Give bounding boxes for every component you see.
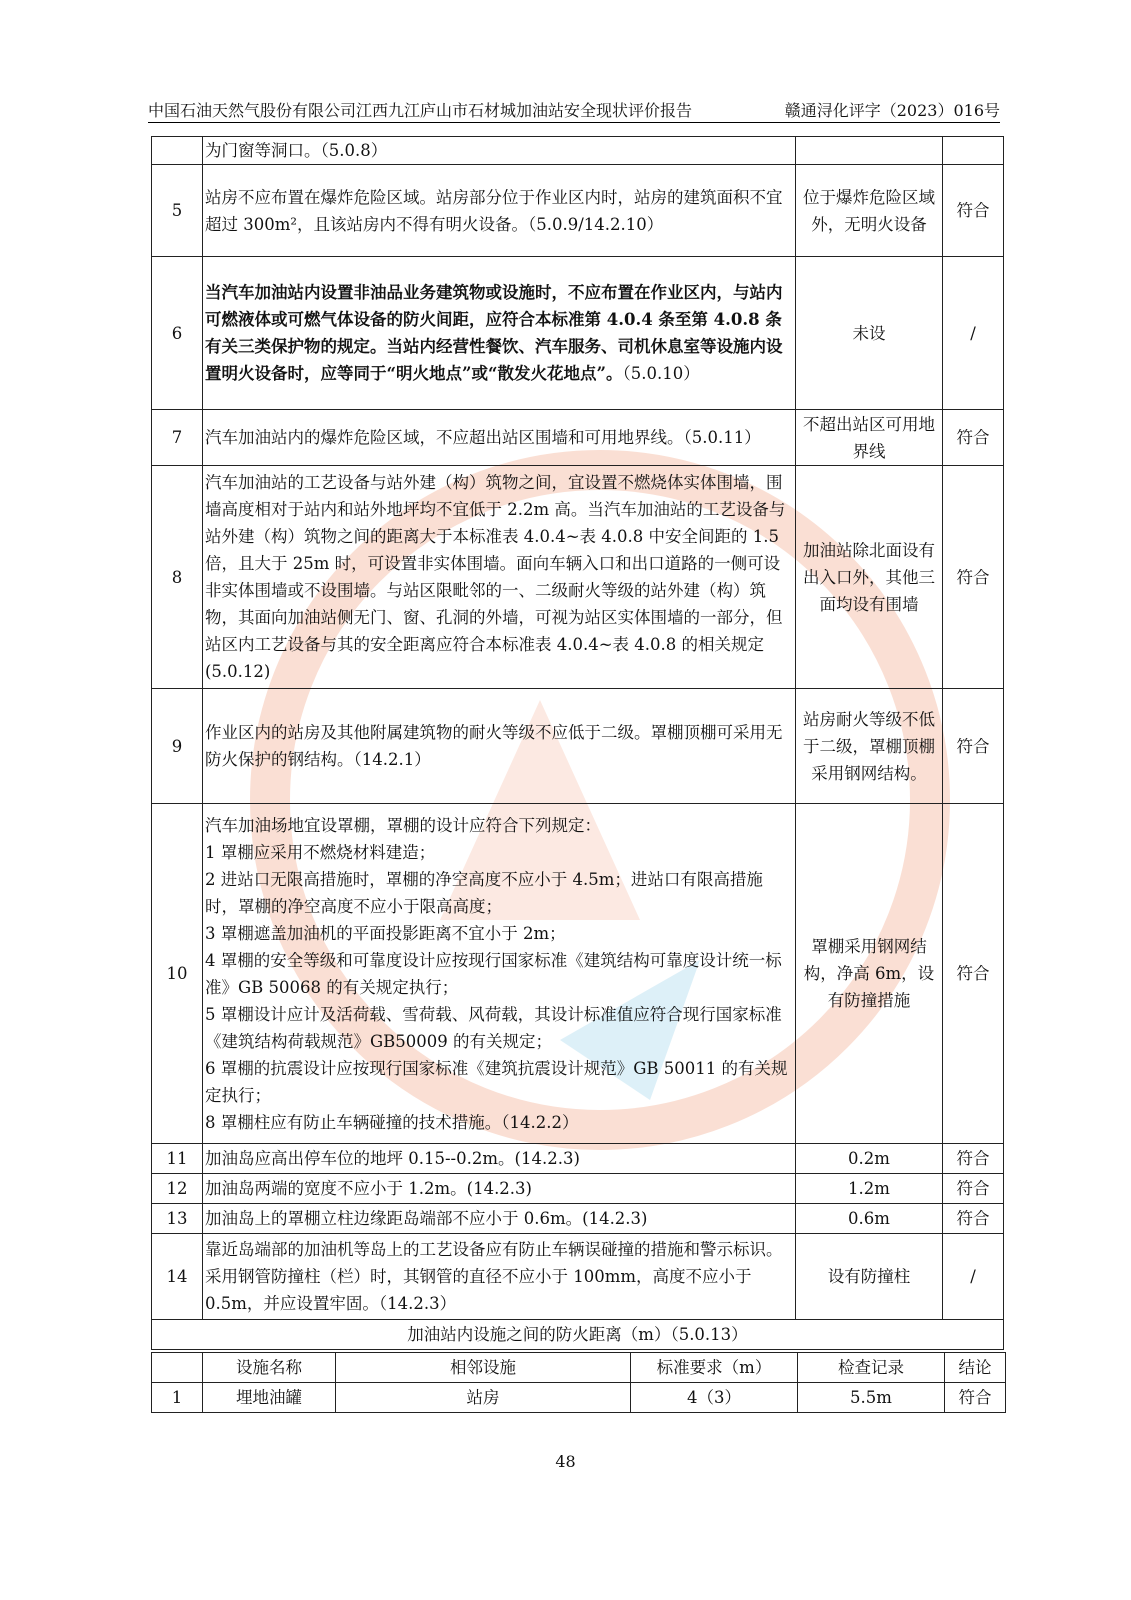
page-number: 48 [555, 1452, 576, 1471]
check-record: 罩棚采用钢网结构，净高 6m，设有防撞措施 [796, 804, 943, 1144]
evaluation-table [151, 136, 1004, 1350]
table-row [152, 410, 1004, 466]
conclusion [943, 137, 1004, 165]
requirement-text: 为门窗等洞口。（5.0.8） [203, 137, 796, 165]
header-no [152, 1353, 203, 1383]
requirement-text: 作业区内的站房及其他附属建筑物的耐火等级不应低于二级。罩棚顶棚可采用无防火保护的钢结构。（14.2.1） [203, 689, 796, 804]
requirement-text [203, 257, 796, 410]
row-number [152, 137, 203, 165]
conclusion: / [943, 257, 1004, 410]
check-record: 位于爆炸危险区域外，无明火设备 [796, 165, 943, 257]
requirement-text: 汽车加油站内的爆炸危险区域，不应超出站区围墙和可用地界线。（5.0.11） [203, 410, 796, 466]
table-row [152, 1174, 1004, 1204]
table-row [152, 257, 1004, 410]
check-record: 站房耐火等级不低于二级，罩棚顶棚采用钢网结构。 [796, 689, 943, 804]
section-title: 加油站内设施之间的防火距离（m）（5.0.13） [152, 1320, 1004, 1350]
table-row [152, 1144, 1004, 1174]
table-row [152, 466, 1004, 689]
check-record: 不超出站区可用地界线 [796, 410, 943, 466]
conclusion: 符合 [943, 165, 1004, 257]
row-number: 7 [152, 410, 203, 466]
row-number: 5 [152, 165, 203, 257]
row-number: 14 [152, 1234, 203, 1320]
table-row [152, 137, 1004, 165]
conclusion: 符合 [943, 1204, 1004, 1234]
check-record: 1.2m [796, 1174, 943, 1204]
header-adjacent-facility: 相邻设施 [336, 1353, 631, 1383]
check-record: 未设 [796, 257, 943, 410]
adjacent-facility: 站房 [336, 1383, 631, 1413]
requirement-text: 站房不应布置在爆炸危险区域。站房部分位于作业区内时，站房的建筑面积不宜超过 300m²，且该站房内不得有明火设备。（5.0.9/14.2.10） [203, 165, 796, 257]
row-number: 10 [152, 804, 203, 1144]
section-title-row [152, 1320, 1004, 1350]
requirement-text: 靠近岛端部的加油机等岛上的工艺设备应有防止车辆误碰撞的措施和警示标识。采用钢管防撞柱（栏）时，其钢管的直径不应小于 100mm，高度不应小于 0.5m，并应设置牢固。（14.2.3） [203, 1234, 796, 1320]
requirement-text: 加油岛应高出停车位的地坪 0.15--0.2m。(14.2.3) [203, 1144, 796, 1174]
requirement-text: 加油岛两端的宽度不应小于 1.2m。(14.2.3) [203, 1174, 796, 1204]
header-standard: 标准要求（m） [631, 1353, 798, 1383]
facility-name: 埋地油罐 [203, 1383, 336, 1413]
table-row [152, 804, 1004, 1144]
requirement-text: 加油岛上的罩棚立柱边缘距岛端部不应小于 0.6m。(14.2.3) [203, 1204, 796, 1234]
table-row [152, 1204, 1004, 1234]
standard-value: 4（3） [631, 1383, 798, 1413]
conclusion: 符合 [943, 410, 1004, 466]
row-number: 1 [152, 1383, 203, 1413]
check-record: 加油站除北面设有出入口外，其他三面均设有围墙 [796, 466, 943, 689]
page-header [148, 96, 1000, 123]
header-check-record: 检查记录 [798, 1353, 945, 1383]
check-record [796, 137, 943, 165]
check-record: 0.2m [796, 1144, 943, 1174]
conclusion: 符合 [943, 689, 1004, 804]
conclusion: 符合 [943, 804, 1004, 1144]
header-doc-number: 赣通浔化评字（2023）016号 [784, 101, 1000, 120]
table-row [152, 165, 1004, 257]
row-number: 9 [152, 689, 203, 804]
table-row [152, 1234, 1004, 1320]
fire-distance-table [151, 1352, 1006, 1413]
check-record: 0.6m [796, 1204, 943, 1234]
row-number: 6 [152, 257, 203, 410]
sub-header-row [152, 1353, 1006, 1383]
conclusion: / [943, 1234, 1004, 1320]
conclusion: 符合 [943, 1174, 1004, 1204]
conclusion: 符合 [945, 1383, 1006, 1413]
requirement-bold-text: 当汽车加油站内设置非油品业务建筑物或设施时，不应布置在作业区内，与站内可燃液体或可燃气体设备的防火间距，应符合本标准第 4.0.4 条至第 4.0.8 条有关三类保护物的规定。当站内经营性餐饮、汽车服务、司机休息室等设施内设置明火设备时，应等同于“明火地点”或“散发火花地点”。 [205, 283, 783, 383]
row-number: 13 [152, 1204, 203, 1234]
row-number: 11 [152, 1144, 203, 1174]
header-facility-name: 设施名称 [203, 1353, 336, 1383]
row-number: 8 [152, 466, 203, 689]
requirement-clause-ref: （5.0.10） [622, 364, 700, 383]
conclusion: 符合 [943, 466, 1004, 689]
table-row [152, 689, 1004, 804]
row-number: 12 [152, 1174, 203, 1204]
header-title: 中国石油天然气股份有限公司江西九江庐山市石材城加油站安全现状评价报告 [148, 101, 693, 120]
table-row [152, 1383, 1006, 1413]
requirement-text: 汽车加油场地宜设罩棚，罩棚的设计应符合下列规定： 1 罩棚应采用不燃烧材料建造； 2 进站口无限高措施时，罩棚的净空高度不应小于 4.5m；进站口有限高措施时，罩棚的净空高度不应小于限高高度； 3 罩棚遮盖加油机的平面投影距离不宜小于 2m； 4 罩棚的安全等级和可靠度设计应按现行国家标准《建筑结构可靠度设计统一标准》GB 50068 的有关规定执行； 5 罩棚设计应计及活荷载、雪荷载、风荷载，其设计标准值应符合现行国家标准《建筑结构荷载规范》GB50009 的有关规定； 6 罩棚的抗震设计应按现行国家标准《建筑抗震设计规范》GB 50011 的有关规定执行； 8 罩棚柱应有防止车辆碰撞的技术措施。（14.2.2） [203, 804, 796, 1144]
check-record: 5.5m [798, 1383, 945, 1413]
conclusion: 符合 [943, 1144, 1004, 1174]
check-record: 设有防撞柱 [796, 1234, 943, 1320]
requirement-text: 汽车加油站的工艺设备与站外建（构）筑物之间，宜设置不燃烧体实体围墙，围墙高度相对于站内和站外地坪均不宜低于 2.2m 高。当汽车加油站的工艺设备与站外建（构）筑物之间的距离大于本标准表 4.0.4~表 4.0.8 中安全间距的 1.5 倍，且大于 25m 时，可设置非实体围墙。面向车辆入口和出口道路的一侧可设非实体围墙或不设围墙。与站区限毗邻的一、二级耐火等级的站外建（构）筑物，其面向加油站侧无门、窗、孔洞的外墙，可视为站区实体围墙的一部分，但站区内工艺设备与其的安全距离应符合本标准表 4.0.4~表 4.0.8 的相关规定(5.0.12) [203, 466, 796, 689]
header-conclusion: 结论 [945, 1353, 1006, 1383]
